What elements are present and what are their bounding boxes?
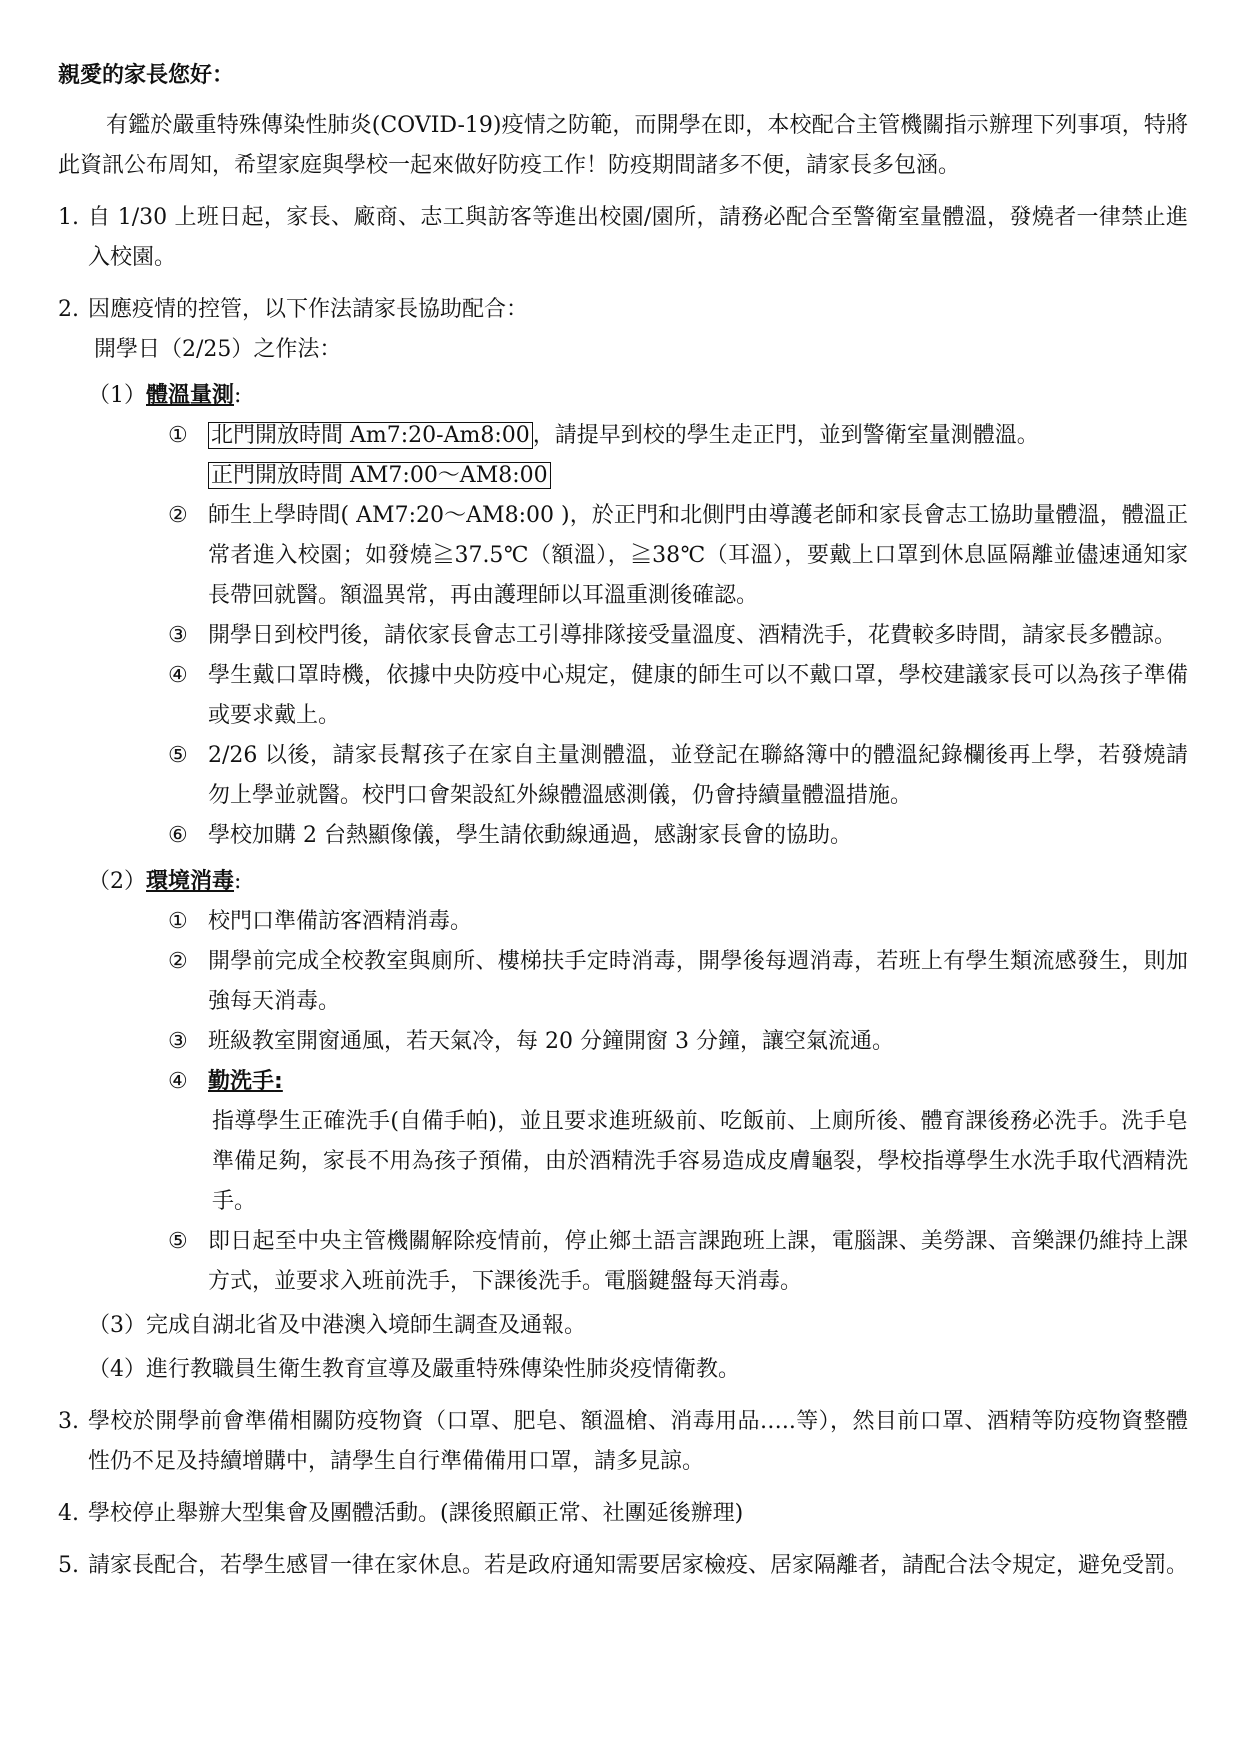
section-title: 環境消毒 [146, 869, 235, 894]
step-number: ⑥ [168, 823, 188, 848]
step-text: ，請提早到校的學生走正門，並到警衛室量測體溫。 [532, 423, 1039, 448]
step-text: 學生戴口罩時機，依據中央防疫中心規定，健康的師生可以不戴口罩，學校建議家長可以為孩子準備或要求戴上。 [208, 663, 1188, 728]
step-text: 開學日到校門後，請依家長會志工引導排隊接受量溫度、酒精洗手，花費較多時間，請家長多體諒。 [208, 623, 1177, 648]
section-disinfection [58, 862, 1188, 902]
step-text: 師生上學時間( AM7:20～AM8:00 )，於正門和北側門由導護老師和家長會志工協助量體溫，體溫正常者進入校園；如發燒≧37.5℃（額溫），≧38℃（耳溫），要戴上口罩到休息區隔離並儘速通知家長帶回就醫。額溫異常，再由護理師以耳溫重測後確認。 [208, 503, 1188, 608]
step-text: 校門口準備訪客酒精消毒。 [208, 909, 473, 934]
step-text: 2/26 以後，請家長幫孩子在家自主量測體溫，並登記在聯絡簿中的體溫紀錄欄後再上學，若發燒請勿上學並就醫。校門口會架設紅外線體溫感測儀，仍會持續量體溫措施。 [208, 743, 1188, 808]
disinfect-step-4 [58, 1062, 1188, 1102]
item-number: 5. [58, 1553, 79, 1578]
step-number: ⑤ [168, 1229, 188, 1254]
step-text: 即日起至中央主管機關解除疫情前，停止鄉土語言課跑班上課，電腦課、美勞課、音樂課仍維持上課方式，並要求入班前洗手，下課後洗手。電腦鍵盤每天消毒。 [208, 1229, 1188, 1294]
step-text: 學校加購 2 台熱顯像儀，學生請依動線通過，感謝家長會的協助。 [208, 823, 852, 848]
step-number: ③ [168, 623, 188, 648]
item-3 [58, 1402, 1188, 1482]
temp-step-2 [58, 496, 1188, 616]
disinfect-step-5 [58, 1222, 1188, 1302]
section-colon: : [234, 869, 242, 894]
section-label: （1） [88, 383, 146, 408]
opening-day-heading: 開學日（2/25）之作法： [94, 337, 342, 362]
disinfect-step-1 [58, 902, 1188, 942]
item-4 [58, 1494, 1188, 1534]
section-temperature [58, 376, 1188, 416]
step-number: ① [168, 423, 188, 448]
step-title: 勤洗手 [208, 1069, 275, 1094]
main-gate-hours: 正門開放時間 AM7:00～AM8:00 [208, 462, 551, 489]
section-4: （4）進行教職員生衛生教育宣導及嚴重特殊傳染性肺炎疫情衛教。 [88, 1357, 740, 1382]
step-text: 班級教室開窗通風，若天氣冷，每 20 分鐘開窗 3 分鐘，讓空氣流通。 [208, 1029, 894, 1054]
item-text: 因應疫情的控管，以下作法請家長協助配合： [88, 297, 529, 322]
temp-step-5 [58, 736, 1188, 816]
section-title: 體溫量測 [146, 383, 235, 408]
intro-paragraph [58, 106, 1188, 186]
item-text: 請家長配合，若學生感冒一律在家休息。若是政府通知需要居家檢疫、居家隔離者，請配合法令規定，避免受罰。 [88, 1553, 1189, 1578]
step-number: ① [168, 909, 188, 934]
step-number: ⑤ [168, 743, 188, 768]
item-text: 學校停止舉辦大型集會及團體活動。(課後照顧正常、社團延後辦理) [88, 1501, 744, 1526]
section-colon: : [234, 383, 242, 408]
step-number: ④ [168, 1069, 188, 1094]
item-2 [58, 290, 1188, 330]
section-3: （3）完成自湖北省及中港澳入境師生調查及通報。 [88, 1313, 586, 1338]
letter [58, 56, 1188, 1586]
step-number: ② [168, 949, 188, 974]
item-text: 自 1/30 上班日起，家長、廠商、志工與訪客等進出校園/園所，請務必配合至警衛室量體溫，發燒者一律禁止進入校園。 [88, 205, 1188, 270]
north-gate-hours: 北門開放時間 Am7:20-Am8:00 [208, 422, 533, 449]
temp-step-3 [58, 616, 1188, 656]
item-1 [58, 198, 1188, 278]
item-text: 學校於開學前會準備相關防疫物資（口罩、肥皂、額溫槍、消毒用品…..等），然目前口罩、酒精等防疫物資整體性仍不足及持續增購中，請學生自行準備備用口罩，請多見諒。 [88, 1409, 1188, 1474]
temp-step-4 [58, 656, 1188, 736]
step-colon: : [274, 1069, 283, 1094]
item-number: 1. [58, 205, 79, 230]
item-number: 2. [58, 297, 79, 322]
step-text: 開學前完成全校教室與廁所、樓梯扶手定時消毒，開學後每週消毒，若班上有學生類流感發生，則加強每天消毒。 [208, 949, 1188, 1014]
item-5 [58, 1546, 1188, 1586]
greeting: 親愛的家長您好： [58, 63, 235, 88]
step-number: ③ [168, 1029, 188, 1054]
handwashing-text: 指導學生正確洗手(自備手帕)，並且要求進班級前、吃飯前、上廁所後、體育課後務必洗手。洗手皂準備足夠，家長不用為孩子預備，由於酒精洗手容易造成皮膚龜裂，學校指導學生水洗手取代酒精洗手。 [212, 1109, 1188, 1214]
disinfect-step-2 [58, 942, 1188, 1022]
section-label: （2） [88, 869, 146, 894]
temp-step-1 [58, 416, 1188, 496]
step-number: ② [168, 503, 188, 528]
step-number: ④ [168, 663, 188, 688]
item-number: 3. [58, 1409, 79, 1434]
disinfect-step-3 [58, 1022, 1188, 1062]
temp-step-6 [58, 816, 1188, 856]
item-number: 4. [58, 1501, 79, 1526]
intro-text: 有鑑於嚴重特殊傳染性肺炎(COVID-19)疫情之防範，而開學在即，本校配合主管機關指示辦理下列事項，特將此資訊公布周知，希望家庭與學校一起來做好防疫工作！防疫期間諸多不便，請家長多包涵。 [58, 113, 1188, 178]
